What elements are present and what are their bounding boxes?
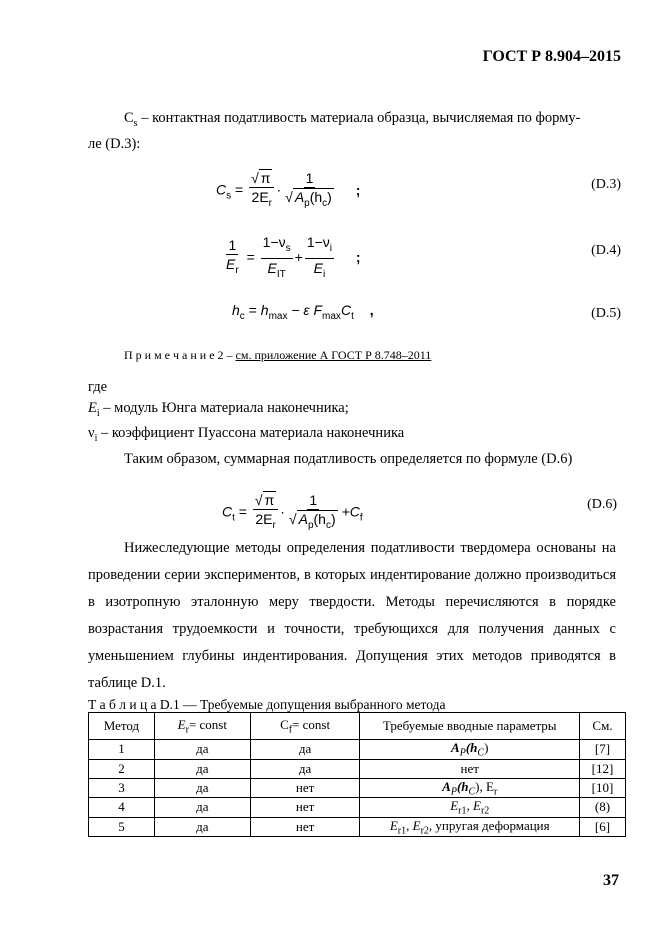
cs-symbol: $C_s$ (124, 110, 138, 129)
cell-cf: нет (250, 798, 360, 818)
cell-cf: нет (250, 778, 360, 798)
where-e-line: $E_i$ – модуль Юнга материала наконечника; (88, 400, 349, 419)
header-er: $E_r=$ const (154, 713, 250, 740)
equation-number-d6: (D.6) (587, 497, 617, 512)
cell-cf: да (250, 759, 360, 778)
equation-number-d3: (D.3) (591, 177, 621, 192)
cell-method: 1 (89, 740, 155, 760)
cell-params: $E_{r1}$, $E_{r2}$ (360, 798, 580, 818)
table-row (89, 817, 626, 837)
cell-ref: [10] (580, 778, 626, 798)
table-header-row (89, 713, 626, 740)
equation-d6: $C_t$ = $\frac{√ \pi}{2E_r}$ · $\frac{1}{√ A_p(h_c)}$ $+C_f$ (222, 492, 363, 531)
intro-line1: – контактная податливость материала образца, вычисляемая по форму- (137, 110, 581, 126)
equation-d3: $C_s$ = $\frac{√ \pi}{2E_r}$ · $\frac{1}{√ A_p(h_c)}$ ; (216, 170, 361, 209)
header-cf: $C_f=$ const (250, 713, 360, 740)
note (124, 348, 431, 363)
equation-number-d5: (D.5) (591, 306, 621, 321)
note-link[interactable]: см. приложение А ГОСТ Р 8.748–2011 (235, 348, 432, 362)
header-ref: См. (580, 713, 626, 740)
header-method: Метод (89, 713, 155, 740)
cell-er: да (154, 740, 250, 760)
cell-method: 4 (89, 798, 155, 818)
methods-paragraph: Нижеследующие методы определения податливости твердомера основаны на проведении серии экспериментов, в которых индентирование должно производиться в изотропную эталонную меру твердости. Методы перечисляются в порядке возрастания трудоемкости и точности, требующихся для получения данных с уменьшением глубины индентирования. Допущения этих методов приводятся в таблице D.1. (88, 540, 616, 691)
where-v-line: $\nu_i$ – коэффициент Пуассона материала наконечника (88, 425, 405, 444)
cell-ref: [12] (580, 759, 626, 778)
cell-er: да (154, 759, 250, 778)
header-params: Требуемые вводные параметры (360, 713, 580, 740)
cell-er: да (154, 817, 250, 837)
cell-cf: да (250, 740, 360, 760)
cell-ref: [7] (580, 740, 626, 760)
assumptions-table (88, 712, 626, 837)
table-row (89, 798, 626, 818)
document-header: ГОСТ Р 8.904–2015 (482, 48, 621, 65)
table-row (89, 740, 626, 760)
equation-d5: $h_c = h_{max} - \varepsilon$ $F_{max}C_t$ , (232, 302, 374, 322)
cell-params: $A_P(h_C)$ (360, 740, 580, 760)
cell-params: $E_{r1}$, $E_{r2}$, упругая деформация (360, 817, 580, 837)
cell-params: нет (360, 759, 580, 778)
intro-line2: ле (D.3): (88, 136, 141, 152)
cell-method: 3 (89, 778, 155, 798)
cell-cf: нет (250, 817, 360, 837)
cell-ref: [6] (580, 817, 626, 837)
page-number: 37 (603, 872, 619, 889)
where-label: где (88, 379, 108, 395)
cell-method: 5 (89, 817, 155, 837)
table-row (89, 759, 626, 778)
cell-ref: (8) (580, 798, 626, 818)
cell-method: 2 (89, 759, 155, 778)
note-label: П р и м е ч а н и е 2 – (124, 348, 233, 362)
summary-text: Таким образом, суммарная податливость определяется по формуле (D.6) (124, 451, 573, 467)
cell-er: да (154, 798, 250, 818)
cell-params: $A_P(h_C)$, $E_r$ (360, 778, 580, 798)
table-caption: Т а б л и ц а D.1 — Требуемые допущения выбранного метода (88, 697, 446, 712)
table-row (89, 778, 626, 798)
equation-number-d4: (D.4) (591, 243, 621, 258)
equation-d4: $\frac{1}{E_r}$ = $\frac{1-\nu_s}{E_{IT}}$ + $\frac{1-\nu_i}{E_i}$ ; (226, 234, 361, 280)
cell-er: да (154, 778, 250, 798)
